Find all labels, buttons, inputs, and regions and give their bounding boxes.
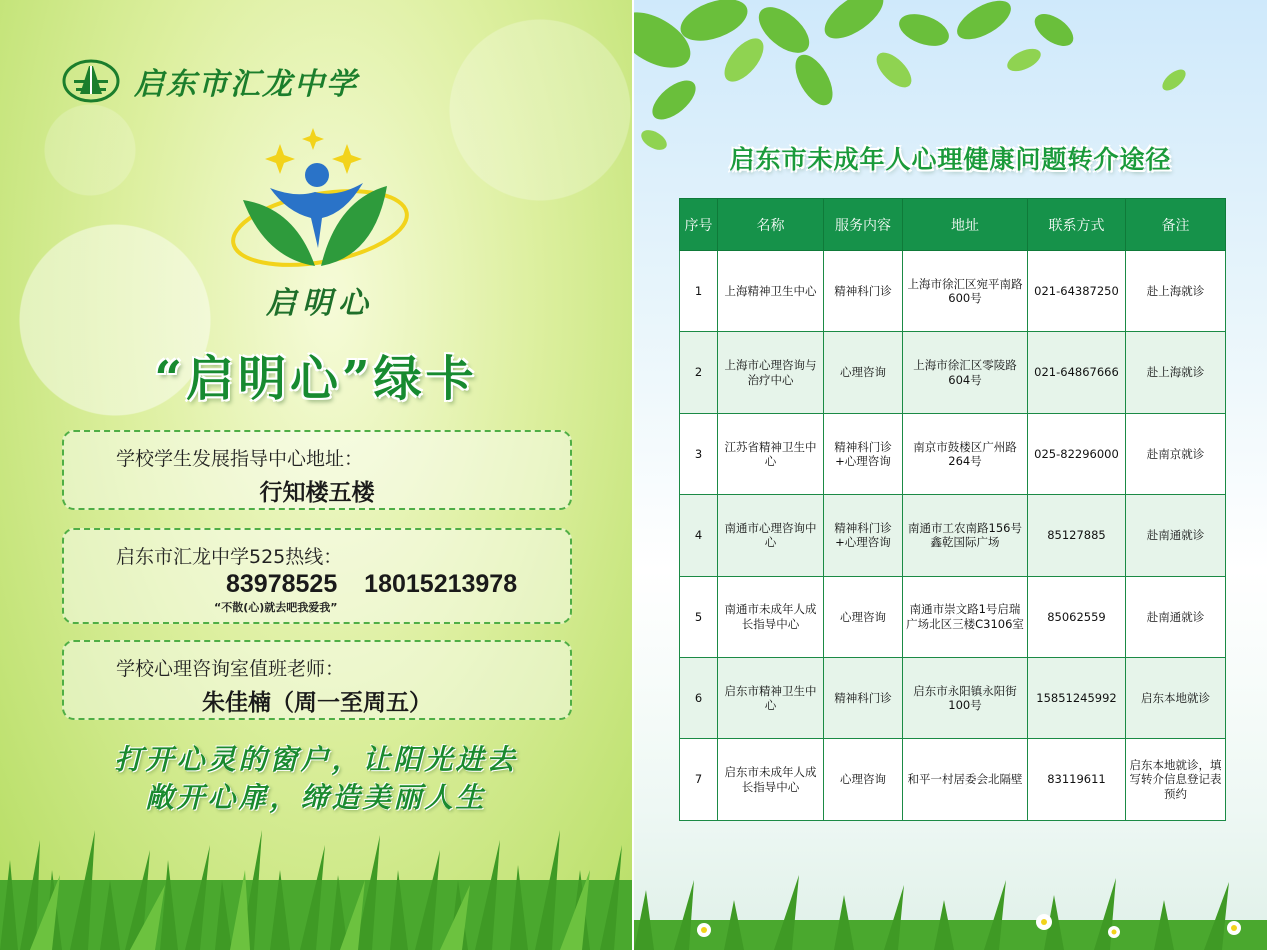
cell-address: 上海市徐汇区宛平南路600号 [903,251,1028,332]
cell-name: 南通市心理咨询中心 [718,495,824,576]
cell-notes: 赴南通就诊 [1126,576,1226,657]
cell-notes: 赴上海就诊 [1126,251,1226,332]
hotline-box [62,528,572,624]
table-row [680,495,1226,576]
cell-contact: 85062559 [1028,576,1126,657]
cell-name: 上海精神卫生中心 [718,251,824,332]
cell-notes: 启东本地就诊 [1126,657,1226,738]
school-logo-icon [62,58,120,104]
cell-index: 5 [680,576,718,657]
hotline-numbers: 83978525 18015213978 [226,570,518,598]
right-page [634,0,1267,950]
slogan-line-1: 打开心灵的窗户，让阳光进去 [114,743,518,776]
brand-emblem-icon [225,128,415,278]
table-row [680,251,1226,332]
cell-service: 精神科门诊 [824,251,903,332]
duty-label: 学校心理咨询室值班老师： [116,658,345,680]
cell-contact: 85127885 [1028,495,1126,576]
table-row [680,739,1226,820]
cell-contact: 021-64867666 [1028,332,1126,413]
cell-address: 南通市崇文路1号启瑞广场北区三楼C3106室 [903,576,1028,657]
referral-table [679,198,1226,821]
cell-service: 心理咨询 [824,739,903,820]
address-value: 行知楼五楼 [259,480,375,506]
cell-service: 精神科门诊+心理咨询 [824,413,903,494]
cell-index: 1 [680,251,718,332]
cell-notes: 赴南京就诊 [1126,413,1226,494]
table-row [680,413,1226,494]
cell-index: 4 [680,495,718,576]
duty-teacher-box [62,640,572,720]
cell-name: 江苏省精神卫生中心 [718,413,824,494]
cell-service: 心理咨询 [824,576,903,657]
cell-address: 南通市工农南路156号鑫乾国际广场 [903,495,1028,576]
brand-logo [225,128,415,321]
table-row [680,576,1226,657]
cell-name: 启东市未成年人成长指导中心 [718,739,824,820]
col-header-address: 地址 [903,199,1028,251]
school-header [62,58,358,104]
cell-address: 和平一村居委会北隔壁 [903,739,1028,820]
hotline-note: “不散(心)就去吧我爱我” [214,601,338,614]
cell-index: 3 [680,413,718,494]
cell-address: 上海市徐汇区零陵路604号 [903,332,1028,413]
cell-address: 南京市鼓楼区广州路264号 [903,413,1028,494]
cell-name: 上海市心理咨询与治疗中心 [718,332,824,413]
cell-contact: 83119611 [1028,739,1126,820]
cell-contact: 021-64387250 [1028,251,1126,332]
cell-notes: 赴上海就诊 [1126,332,1226,413]
cell-contact: 025-82296000 [1028,413,1126,494]
cell-name: 南通市未成年人成长指导中心 [718,576,824,657]
address-label: 学校学生发展指导中心地址： [116,448,364,470]
cell-service: 精神科门诊 [824,657,903,738]
grass-decoration [0,800,632,950]
col-header-notes: 备注 [1126,199,1226,251]
cell-index: 2 [680,332,718,413]
referral-title: 启东市未成年人心理健康问题转介途径 [729,145,1172,174]
table-row [680,332,1226,413]
cell-service: 心理咨询 [824,332,903,413]
cell-index: 6 [680,657,718,738]
left-page [0,0,632,950]
school-name: 启东市汇龙中学 [134,67,358,102]
cell-contact: 15851245992 [1028,657,1126,738]
grass-flowers-decoration [634,860,1267,950]
address-box [62,430,572,510]
col-header-service: 服务内容 [824,199,903,251]
card-title: “启明心”绿卡 [154,351,478,407]
cell-notes: 赴南通就诊 [1126,495,1226,576]
cell-notes: 启东本地就诊，填写转介信息登记表预约 [1126,739,1226,820]
brand-name: 启明心 [266,286,374,321]
table-row [680,657,1226,738]
cell-service: 精神科门诊+心理咨询 [824,495,903,576]
cell-address: 启东市永阳镇永阳街100号 [903,657,1028,738]
slogan-line-2: 敞开心扉，缔造美丽人生 [145,781,487,814]
cell-name: 启东市精神卫生中心 [718,657,824,738]
cell-index: 7 [680,739,718,820]
col-header-index: 序号 [680,199,718,251]
hotline-label: 启东市汇龙中学525热线： [116,546,343,568]
col-header-contact: 联系方式 [1028,199,1126,251]
table-header-row [680,199,1226,251]
col-header-name: 名称 [718,199,824,251]
duty-value: 朱佳楠（周一至周五） [202,690,432,716]
